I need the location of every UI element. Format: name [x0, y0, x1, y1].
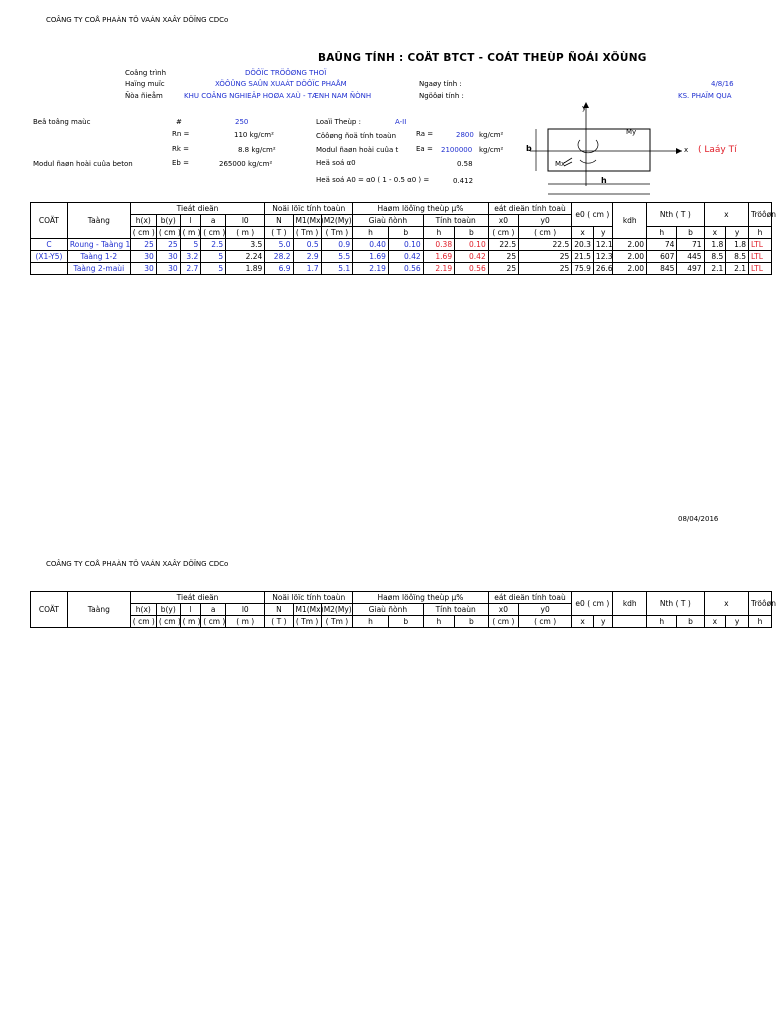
- col-head-ham-luong: Haøm löôïng theùp μ%: [353, 592, 489, 604]
- unit-cell: ( cm ): [519, 227, 572, 239]
- my-label: My: [626, 128, 637, 136]
- table-row: [31, 251, 772, 263]
- cell-th: 1.69: [423, 251, 454, 263]
- eb-value: 265000 kg/cm²: [219, 160, 273, 168]
- head-m1: M1(Mx): [293, 215, 321, 227]
- unit-cell: ( cm ): [519, 616, 572, 628]
- cell-th: 2.19: [423, 263, 454, 275]
- cell-m1: 1.7: [293, 263, 321, 275]
- grade-symbol: #: [176, 118, 182, 126]
- concrete-grade-value: 250: [235, 118, 249, 126]
- ea-description: Modul ñaøn hoài cuûa t: [316, 146, 399, 154]
- company-name-page2: COÂNG TY COÅ PHAÀN TÖ VAÁN XAÂY DÖÏNG CDCo: [46, 560, 229, 568]
- col-head-truong: Tröôøn: [749, 592, 772, 616]
- sheet-title: BAÛNG TÍNH : COÄT BTCT - COÁT THEÙP ÑOÁI XÖÙNG: [318, 52, 647, 64]
- cell-a: 5: [201, 263, 226, 275]
- unit-cell: ( T ): [265, 227, 293, 239]
- cell-truong: LTL: [749, 251, 772, 263]
- cell-ex: 75.9: [572, 263, 594, 275]
- x-axis-label: x: [684, 146, 689, 154]
- ea-unit: kg/cm²: [479, 146, 504, 154]
- cell-b: 25: [156, 239, 180, 251]
- cell-tang: Taàng 1-2: [67, 251, 130, 263]
- unit-cell: x: [704, 616, 726, 628]
- head-h: h(x): [130, 604, 156, 616]
- a0-label: Heä soá A0 = α0 ( 1 - 0.5 α0 ) =: [316, 176, 430, 184]
- cell-xy: 8.5: [726, 251, 749, 263]
- unit-cell: ( cm ): [201, 227, 226, 239]
- head-l0: l0: [226, 604, 265, 616]
- cell-y0: 25: [519, 263, 572, 275]
- col-head-nth: Nth ( T ): [647, 592, 704, 616]
- cell-b: 30: [156, 251, 180, 263]
- cell-truong: LTL: [749, 263, 772, 275]
- unit-cell: ( m ): [226, 616, 265, 628]
- cell-ey: 26.6: [593, 263, 613, 275]
- cell-nb: 71: [677, 239, 704, 251]
- head-y0: y0: [519, 215, 572, 227]
- project-label: Coâng trình: [125, 69, 167, 77]
- unit-cell: ( Tm ): [321, 616, 352, 628]
- cell-gh: 0.40: [353, 239, 389, 251]
- h-label: h: [601, 176, 607, 185]
- unit-cell: h: [353, 616, 389, 628]
- item-label: Haïng muïc: [125, 80, 165, 88]
- col-head-noi-luc: Noäi löïc tính toaùn: [265, 203, 353, 215]
- unit-cell: [613, 616, 647, 628]
- cell-l0: 2.24: [226, 251, 265, 263]
- cell-a: 5: [201, 251, 226, 263]
- mx-label: Mx: [555, 160, 566, 168]
- unit-cell: ( m ): [180, 227, 201, 239]
- location-value: KHU COÂNG NGHIEÄP HOØA XAÙ - TÆNH NAM ÑÒNH: [184, 92, 372, 100]
- cell-nb: 497: [677, 263, 704, 275]
- head-gia-dinh: Giaù ñònh: [353, 215, 423, 227]
- unit-cell: b: [677, 227, 704, 239]
- steel-type-value: A-II: [395, 118, 407, 126]
- col-head-tiet-dien: Tieát dieän: [130, 203, 265, 215]
- cell-cot: [31, 263, 68, 275]
- col-head-ham-luong: Haøm löôïng theùp μ%: [353, 203, 489, 215]
- unit-cell: x: [572, 227, 594, 239]
- unit-cell: b: [677, 616, 704, 628]
- footer-date: 08/04/2016: [678, 515, 719, 523]
- unit-cell: h: [423, 227, 454, 239]
- unit-cell: ( cm ): [130, 616, 156, 628]
- cell-ey: 12.1: [593, 239, 613, 251]
- location-label: Ñòa ñieåm: [125, 92, 163, 100]
- rn-label: Rn =: [172, 130, 190, 138]
- head-m2: M2(My): [321, 604, 352, 616]
- head-n: N: [265, 604, 293, 616]
- cell-m2: 5.5: [321, 251, 352, 263]
- unit-cell: ( T ): [265, 616, 293, 628]
- head-b: b(y): [156, 215, 180, 227]
- a0-value: 0.412: [453, 177, 474, 185]
- ra-description: Cöôøng ñoä tính toaùn: [316, 132, 397, 140]
- ra-label: Ra =: [416, 130, 434, 138]
- cell-ey: 12.3: [593, 251, 613, 263]
- cell-n: 6.9: [265, 263, 293, 275]
- cell-nb: 445: [677, 251, 704, 263]
- ea-value: 2100000: [441, 146, 473, 154]
- cell-m1: 2.9: [293, 251, 321, 263]
- date-label: Ngaøy tính :: [419, 80, 462, 88]
- cell-kdh: 2.00: [613, 251, 647, 263]
- date-value: 4/8/16: [711, 80, 734, 88]
- cell-h: 25: [130, 239, 156, 251]
- head-m1: M1(Mx): [293, 604, 321, 616]
- unit-cell: b: [455, 227, 489, 239]
- unit-cell: y: [593, 227, 613, 239]
- unit-cell: h: [749, 616, 772, 628]
- col-head-nth: Nth ( T ): [647, 203, 704, 227]
- cell-l0: 1.89: [226, 263, 265, 275]
- cell-kdh: 2.00: [613, 239, 647, 251]
- cell-l0: 3.5: [226, 239, 265, 251]
- cell-tang: Roung - Taàng 1: [67, 239, 130, 251]
- steel-type-label: Loaïi Theùp :: [316, 118, 361, 126]
- column-calc-table: [30, 202, 776, 275]
- head-y0: y0: [519, 604, 572, 616]
- head-tinh-toan: Tính toaùn: [423, 604, 488, 616]
- unit-cell: x: [572, 616, 594, 628]
- col-head-tang: Taàng: [67, 203, 130, 239]
- cell-l: 2.7: [180, 263, 201, 275]
- cell-m2: 0.9: [321, 239, 352, 251]
- col-head-kdh: kdh: [613, 203, 647, 239]
- cell-ex: 20.3: [572, 239, 594, 251]
- unit-cell: x: [704, 227, 726, 239]
- col-head-cot: COÄT: [31, 203, 68, 239]
- ra-unit: kg/cm²: [479, 131, 504, 139]
- rk-label: Rk =: [172, 145, 190, 153]
- head-l: l: [180, 215, 201, 227]
- cell-xx: 8.5: [704, 251, 726, 263]
- cell-a: 2.5: [201, 239, 226, 251]
- cell-xx: 1.8: [704, 239, 726, 251]
- cell-l: 3.2: [180, 251, 201, 263]
- cell-m2: 5.1: [321, 263, 352, 275]
- unit-cell: h: [647, 616, 677, 628]
- col-head-x: x: [704, 592, 748, 616]
- cell-gb: 0.10: [388, 239, 423, 251]
- y-axis-label: y: [582, 104, 587, 112]
- alpha-value: 0.58: [457, 160, 473, 168]
- column-calc-table-page2: [30, 591, 776, 628]
- cell-n: 28.2: [265, 251, 293, 263]
- col-head-tiet-dien-tt: eát dieän tính toaù: [488, 203, 572, 215]
- head-tinh-toan: Tính toaùn: [423, 215, 488, 227]
- unit-cell: h: [647, 227, 677, 239]
- cell-cot: C: [31, 239, 68, 251]
- head-gia-dinh: Giaù ñònh: [353, 604, 423, 616]
- unit-cell: ( cm ): [488, 227, 518, 239]
- col-head-kdh: kdh: [613, 592, 647, 616]
- cell-x0: 22.5: [488, 239, 518, 251]
- cell-m1: 0.5: [293, 239, 321, 251]
- cell-nh: 74: [647, 239, 677, 251]
- x-arrow-icon: [676, 148, 682, 154]
- head-l: l: [180, 604, 201, 616]
- head-x0: x0: [488, 604, 518, 616]
- cell-th: 0.38: [423, 239, 454, 251]
- col-head-tiet-dien: Tieát dieän: [130, 592, 265, 604]
- company-name: COÂNG TY COÅ PHAÀN TÖ VAÁN XAÂY DÖÏNG CDCo: [46, 16, 229, 24]
- col-head-noi-luc: Noäi löïc tính toaùn: [265, 592, 353, 604]
- cell-l: 5: [180, 239, 201, 251]
- unit-cell: b: [388, 616, 423, 628]
- col-head-x: x: [704, 203, 748, 227]
- cell-gb: 0.42: [388, 251, 423, 263]
- head-l0: l0: [226, 215, 265, 227]
- ra-value: 2800: [456, 131, 474, 139]
- rk-value: 8.8 kg/cm²: [238, 146, 276, 154]
- unit-cell: y: [593, 616, 613, 628]
- cell-y0: 25: [519, 251, 572, 263]
- unit-cell: h: [353, 227, 389, 239]
- engineer-label: Ngöôøi tính :: [419, 92, 464, 100]
- cell-h: 30: [130, 251, 156, 263]
- unit-cell: ( Tm ): [293, 227, 321, 239]
- cell-x0: 25: [488, 263, 518, 275]
- unit-cell: y: [726, 616, 749, 628]
- cell-cot: (X1-Y5): [31, 251, 68, 263]
- cell-nh: 607: [647, 251, 677, 263]
- cell-tb: 0.42: [455, 251, 489, 263]
- cell-y0: 22.5: [519, 239, 572, 251]
- cell-b: 30: [156, 263, 180, 275]
- unit-cell: y: [726, 227, 749, 239]
- unit-cell: b: [455, 616, 489, 628]
- cell-nh: 845: [647, 263, 677, 275]
- rn-value: 110 kg/cm²: [234, 131, 274, 139]
- cell-gh: 1.69: [353, 251, 389, 263]
- head-b: b(y): [156, 604, 180, 616]
- head-a: a: [201, 215, 226, 227]
- col-head-tang: Taàng: [67, 592, 130, 628]
- head-n: N: [265, 215, 293, 227]
- unit-cell: b: [388, 227, 423, 239]
- cell-ex: 21.5: [572, 251, 594, 263]
- col-head-truong: Tröôøn: [749, 203, 772, 227]
- item-value: XÖÔÛNG SAÛN XUAÁT DÖÔÏC PHAÅM: [215, 80, 347, 88]
- cell-kdh: 2.00: [613, 263, 647, 275]
- cell-xy: 2.1: [726, 263, 749, 275]
- cell-tang: Taàng 2-maùi: [67, 263, 130, 275]
- head-h: h(x): [130, 215, 156, 227]
- cell-gb: 0.56: [388, 263, 423, 275]
- cell-n: 5.0: [265, 239, 293, 251]
- unit-cell: ( Tm ): [321, 227, 352, 239]
- ea-label: Ea =: [416, 145, 433, 153]
- eb-description: Modul ñaøn hoài cuûa beton: [33, 160, 133, 168]
- table-row: [31, 239, 772, 251]
- diagram-note: ( Laáy Tí: [698, 145, 737, 155]
- cell-truong: LTL: [749, 239, 772, 251]
- unit-cell: ( Tm ): [293, 616, 321, 628]
- cell-x0: 25: [488, 251, 518, 263]
- unit-cell: ( m ): [226, 227, 265, 239]
- unit-cell: h: [423, 616, 454, 628]
- cell-xy: 1.8: [726, 239, 749, 251]
- col-head-cot: COÄT: [31, 592, 68, 628]
- head-x0: x0: [488, 215, 518, 227]
- unit-cell: h: [749, 227, 772, 239]
- unit-cell: ( m ): [180, 616, 201, 628]
- unit-cell: ( cm ): [156, 616, 180, 628]
- unit-cell: ( cm ): [201, 616, 226, 628]
- head-m2: M2(My): [321, 215, 352, 227]
- cell-tb: 0.56: [455, 263, 489, 275]
- alpha-label: Heä soá α0: [316, 159, 356, 167]
- eb-label: Eb =: [172, 159, 189, 167]
- unit-cell: ( cm ): [488, 616, 518, 628]
- project-value: DÖÔÏC TRÖÔØNG THOÏ: [245, 69, 327, 77]
- unit-cell: ( cm ): [156, 227, 180, 239]
- cell-tb: 0.10: [455, 239, 489, 251]
- col-head-e0: e0 ( cm ): [572, 203, 613, 227]
- b-label: b: [526, 144, 532, 153]
- col-head-e0: e0 ( cm ): [572, 592, 613, 616]
- cell-xx: 2.1: [704, 263, 726, 275]
- engineer-value: KS. PHAÏM QUA: [678, 92, 732, 100]
- concrete-grade-label: Beâ toâng maùc: [33, 118, 91, 126]
- cell-gh: 2.19: [353, 263, 389, 275]
- cell-h: 30: [130, 263, 156, 275]
- unit-cell: ( cm ): [130, 227, 156, 239]
- head-a: a: [201, 604, 226, 616]
- table-row: [31, 263, 772, 275]
- col-head-tiet-dien-tt: eát dieän tính toaù: [488, 592, 572, 604]
